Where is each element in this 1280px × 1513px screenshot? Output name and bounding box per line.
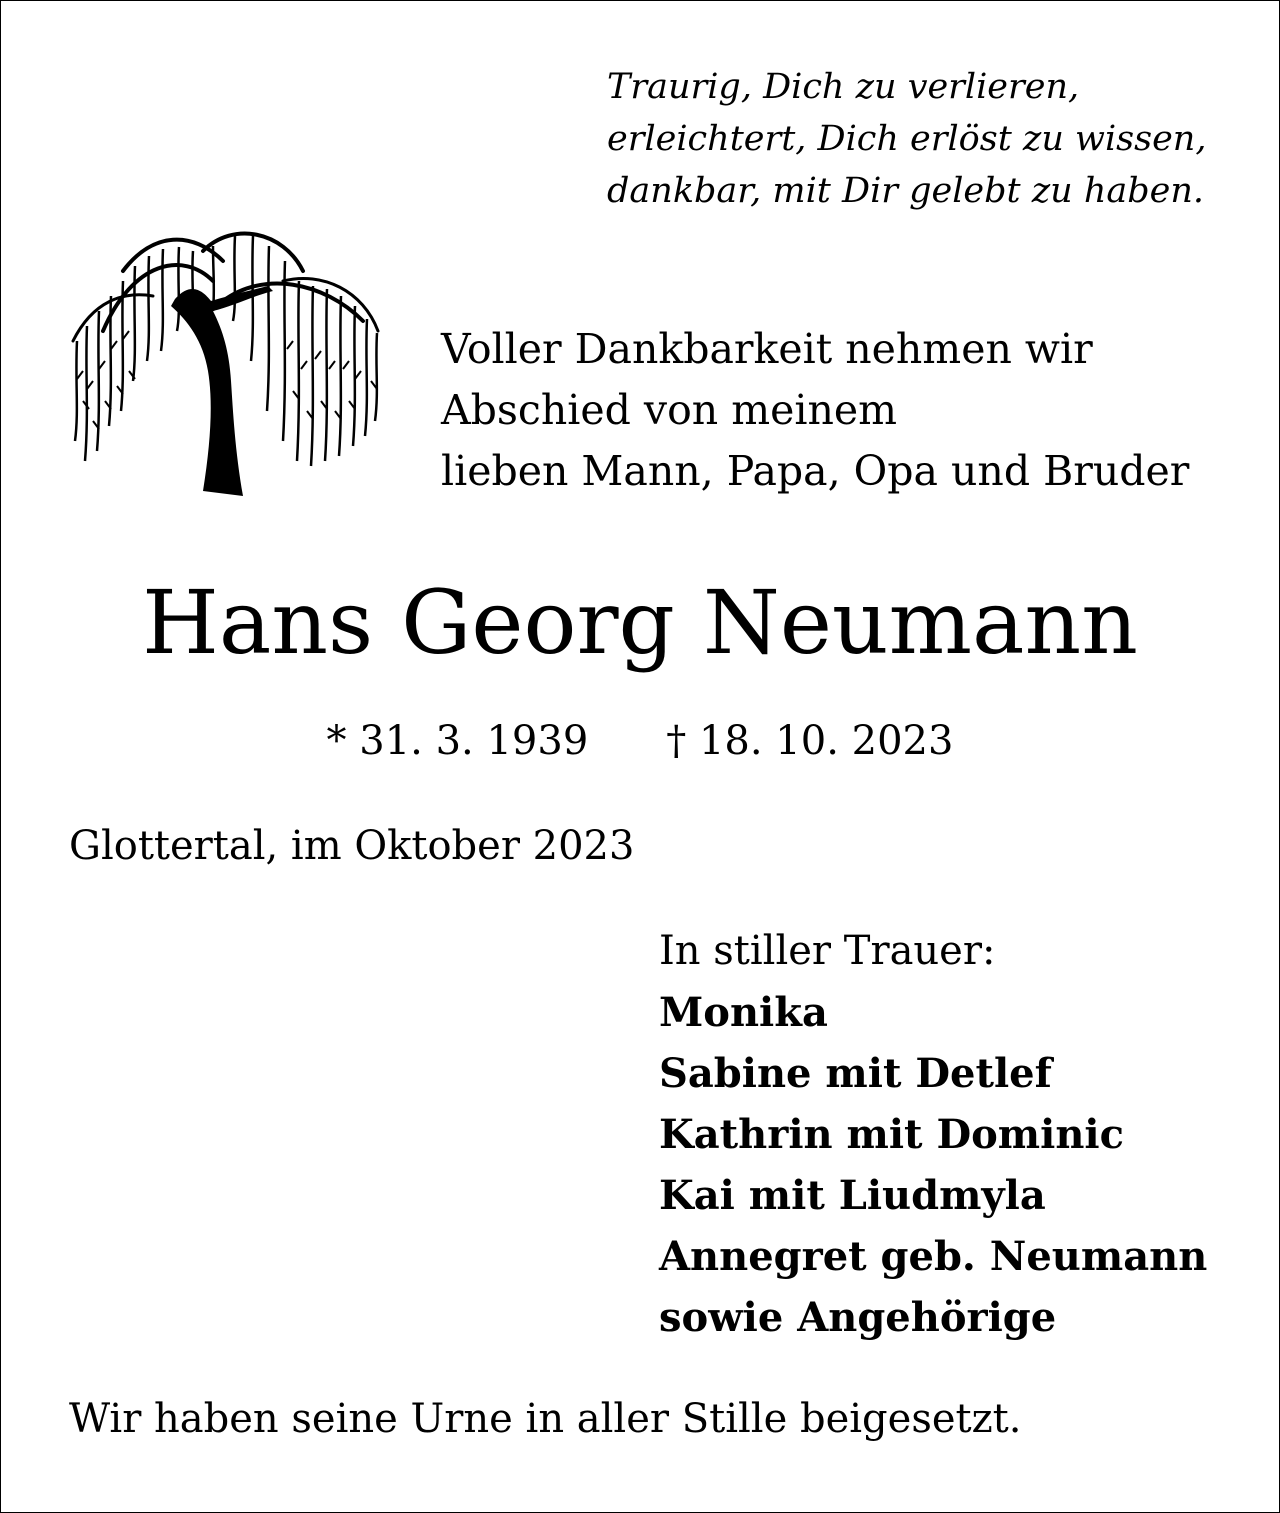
- mourners: [659, 921, 1207, 1348]
- weeping-willow-icon: [63, 211, 393, 501]
- place-and-date: Glottertal, im Oktober 2023: [69, 823, 635, 869]
- life-dates: [1, 713, 1279, 769]
- mourner-name: sowie Angehörige: [659, 1294, 1057, 1341]
- poem-line: erleichtert, Dich erlöst zu wissen,: [607, 119, 1207, 159]
- intro-line: lieben Mann, Papa, Opa und Bruder: [441, 447, 1190, 495]
- poem-line: dankbar, mit Dir gelebt zu haben.: [607, 171, 1205, 211]
- mourner-name: Annegret geb. Neumann: [659, 1233, 1208, 1280]
- poem: [607, 61, 1206, 217]
- mourner-name: Sabine mit Detlef: [659, 1050, 1052, 1097]
- intro-line: Voller Dankbarkeit nehmen wir: [441, 325, 1093, 373]
- intro-line: Abschied von meinem: [441, 386, 898, 434]
- mourning-label: In stiller Trauer:: [659, 928, 996, 974]
- deceased-name: Hans Georg Neumann: [142, 571, 1138, 674]
- death-date: † 18. 10. 2023: [666, 718, 954, 764]
- intro-text: [441, 319, 1189, 502]
- mourner-name: Kai mit Liudmyla: [659, 1172, 1046, 1219]
- poem-line: Traurig, Dich zu verlieren,: [607, 67, 1080, 107]
- closing-note: Wir haben seine Urne in aller Stille beigesetzt.: [69, 1396, 1022, 1442]
- mourner-name: Kathrin mit Dominic: [659, 1111, 1124, 1158]
- mourner-name: Monika: [659, 989, 828, 1036]
- birth-date: * 31. 3. 1939: [326, 718, 589, 764]
